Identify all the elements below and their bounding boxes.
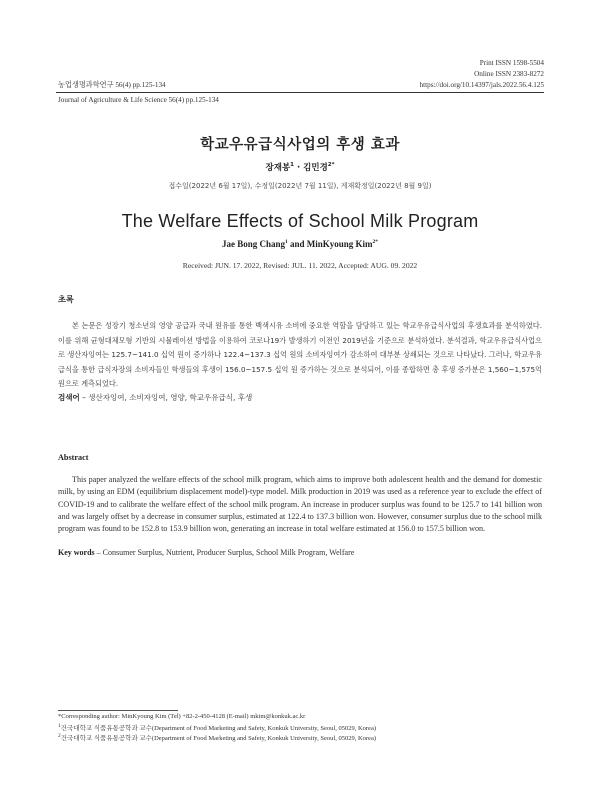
online-issn: Online ISSN 2383-8272	[474, 70, 544, 78]
footnote-affiliation-1	[58, 723, 376, 732]
abstract-kr-body: 본 논문은 성장기 청소년의 영양 공급과 국내 원유를 통한 백색시유 소비에 중요한 역할을 담당하고 있는 학교우유급식사업의 후생효과를 분석하였다. 이를 위해 균형대체모형 기반의 시뮬레이션 방법을 이용하여 코로나19가 발생하기 이전인 2019년을 기준으로 분석하였다. 분석결과, 학교우유급식사업으로 생산자잉여는 125.7~141.0 십억 원이 증가하나 122.4~137.3 십억 원의 소비자잉여가 감소하여 대부분 상쇄되는 것으로 나타났다. 그러나, 학교우유급식을 통한 급식자장의 소비자들인 학생들의 후생이 156.0~157.5 십억 원 증가하는 것으로 분석되어, 이를 종합하면 총 후생 증가분은 1,560~1,575억 원으로 계측되었다.	[58, 321, 542, 389]
footnote-1-text: 건국대학교 식품유통공학과 교수(Department of Food Marketing and Safety, Konkuk University, Seoul, 05029, Korea)	[60, 725, 376, 732]
journal-name-en: Journal of Agriculture & Life Science 56(4) pp.125-134	[58, 96, 219, 104]
issn-block	[420, 58, 544, 91]
footnote-2-text: 건국대학교 식품유통공학과 교수(Department of Food Marketing and Safety, Konkuk University, Seoul, 05029, Korea)	[60, 735, 376, 742]
author-1-kr: 장재봉	[265, 163, 291, 173]
title-kr: 학교우유급식사업의 후생 효과	[200, 137, 400, 153]
footnote-divider	[58, 710, 178, 711]
footnote-2-sup: 2	[58, 732, 61, 739]
author-2-en: MinKyoung Kim	[306, 239, 373, 249]
title-en: The Welfare Effects of School Milk Program	[121, 211, 479, 231]
author-2-kr-sup: 2*	[327, 162, 335, 169]
author-1-en-sup: 1	[284, 239, 288, 245]
author-1-kr-sup: 1	[290, 162, 294, 169]
abstract-kr-label: 초록	[58, 294, 74, 304]
dates-kr: 접수일(2022년 6월 17일), 수정일(2022년 7월 11일), 게재확정일(2022년 8월 9일)	[168, 182, 432, 190]
footnote-1-sup: 1	[58, 722, 61, 729]
footnote-affiliation-2	[58, 733, 376, 742]
footnote-corresponding: *Corresponding author: MinKyoung Kim (Tel) +82-2-450-4128 (E-mail) mkim@konkuk.ac.kr	[58, 713, 306, 720]
author-2-en-sup: 2*	[372, 239, 379, 245]
authors-en	[0, 239, 600, 249]
header-divider	[56, 92, 544, 93]
doi-link[interactable]: https://doi.org/10.14397/jals.2022.56.4.125	[419, 81, 544, 89]
keywords-kr	[58, 392, 252, 403]
author-separator: ·	[293, 163, 304, 173]
keywords-en	[58, 548, 354, 557]
keywords-en-label: Key words	[58, 548, 95, 557]
journal-name-kr: 농업생명과학연구 56(4) pp.125-134	[58, 81, 166, 89]
print-issn: Print ISSN 1598-5504	[479, 59, 544, 67]
author-1-en: Jae Bong Chang	[221, 239, 285, 249]
dates-en: Received: JUN. 17. 2022, Revised: JUL. 11. 2022, Accepted: AUG. 09. 2022	[182, 261, 418, 270]
keywords-kr-text: – 생산자잉여, 소비자잉여, 영양, 학교우유급식, 후생	[79, 393, 253, 402]
keywords-kr-label: 검색어	[58, 393, 80, 402]
authors-kr	[0, 161, 600, 173]
keywords-en-text: – Consumer Surplus, Nutrient, Producer Surplus, School Milk Program, Welfare	[94, 548, 355, 557]
abstract-en-body: This paper analyzed the welfare effects of the school milk program, which aims to improve both adolescent health and the demand for domestic milk, by using an EDM (equilibrium displacement model)-type model. Milk production in 2019 was used as a reference year to exclude the effect of COVID-19 and to calibrate the welfare effect of the school milk program. An increase in producer surplus was found to be 125.7 to 141 billion won and was largely offset by a decrease in consumer surplus, estimated at 122.4 to 137.3 billion won. However, consumer surplus due to the school milk program was found to be 152.8 to 153.9 billion won, generating an increase in total welfare estimated at 156.0 to 157.5 billion won.	[58, 475, 542, 534]
author-and: and	[287, 239, 307, 249]
author-2-kr: 김민경	[303, 163, 328, 173]
abstract-en-label: Abstract	[58, 453, 89, 462]
